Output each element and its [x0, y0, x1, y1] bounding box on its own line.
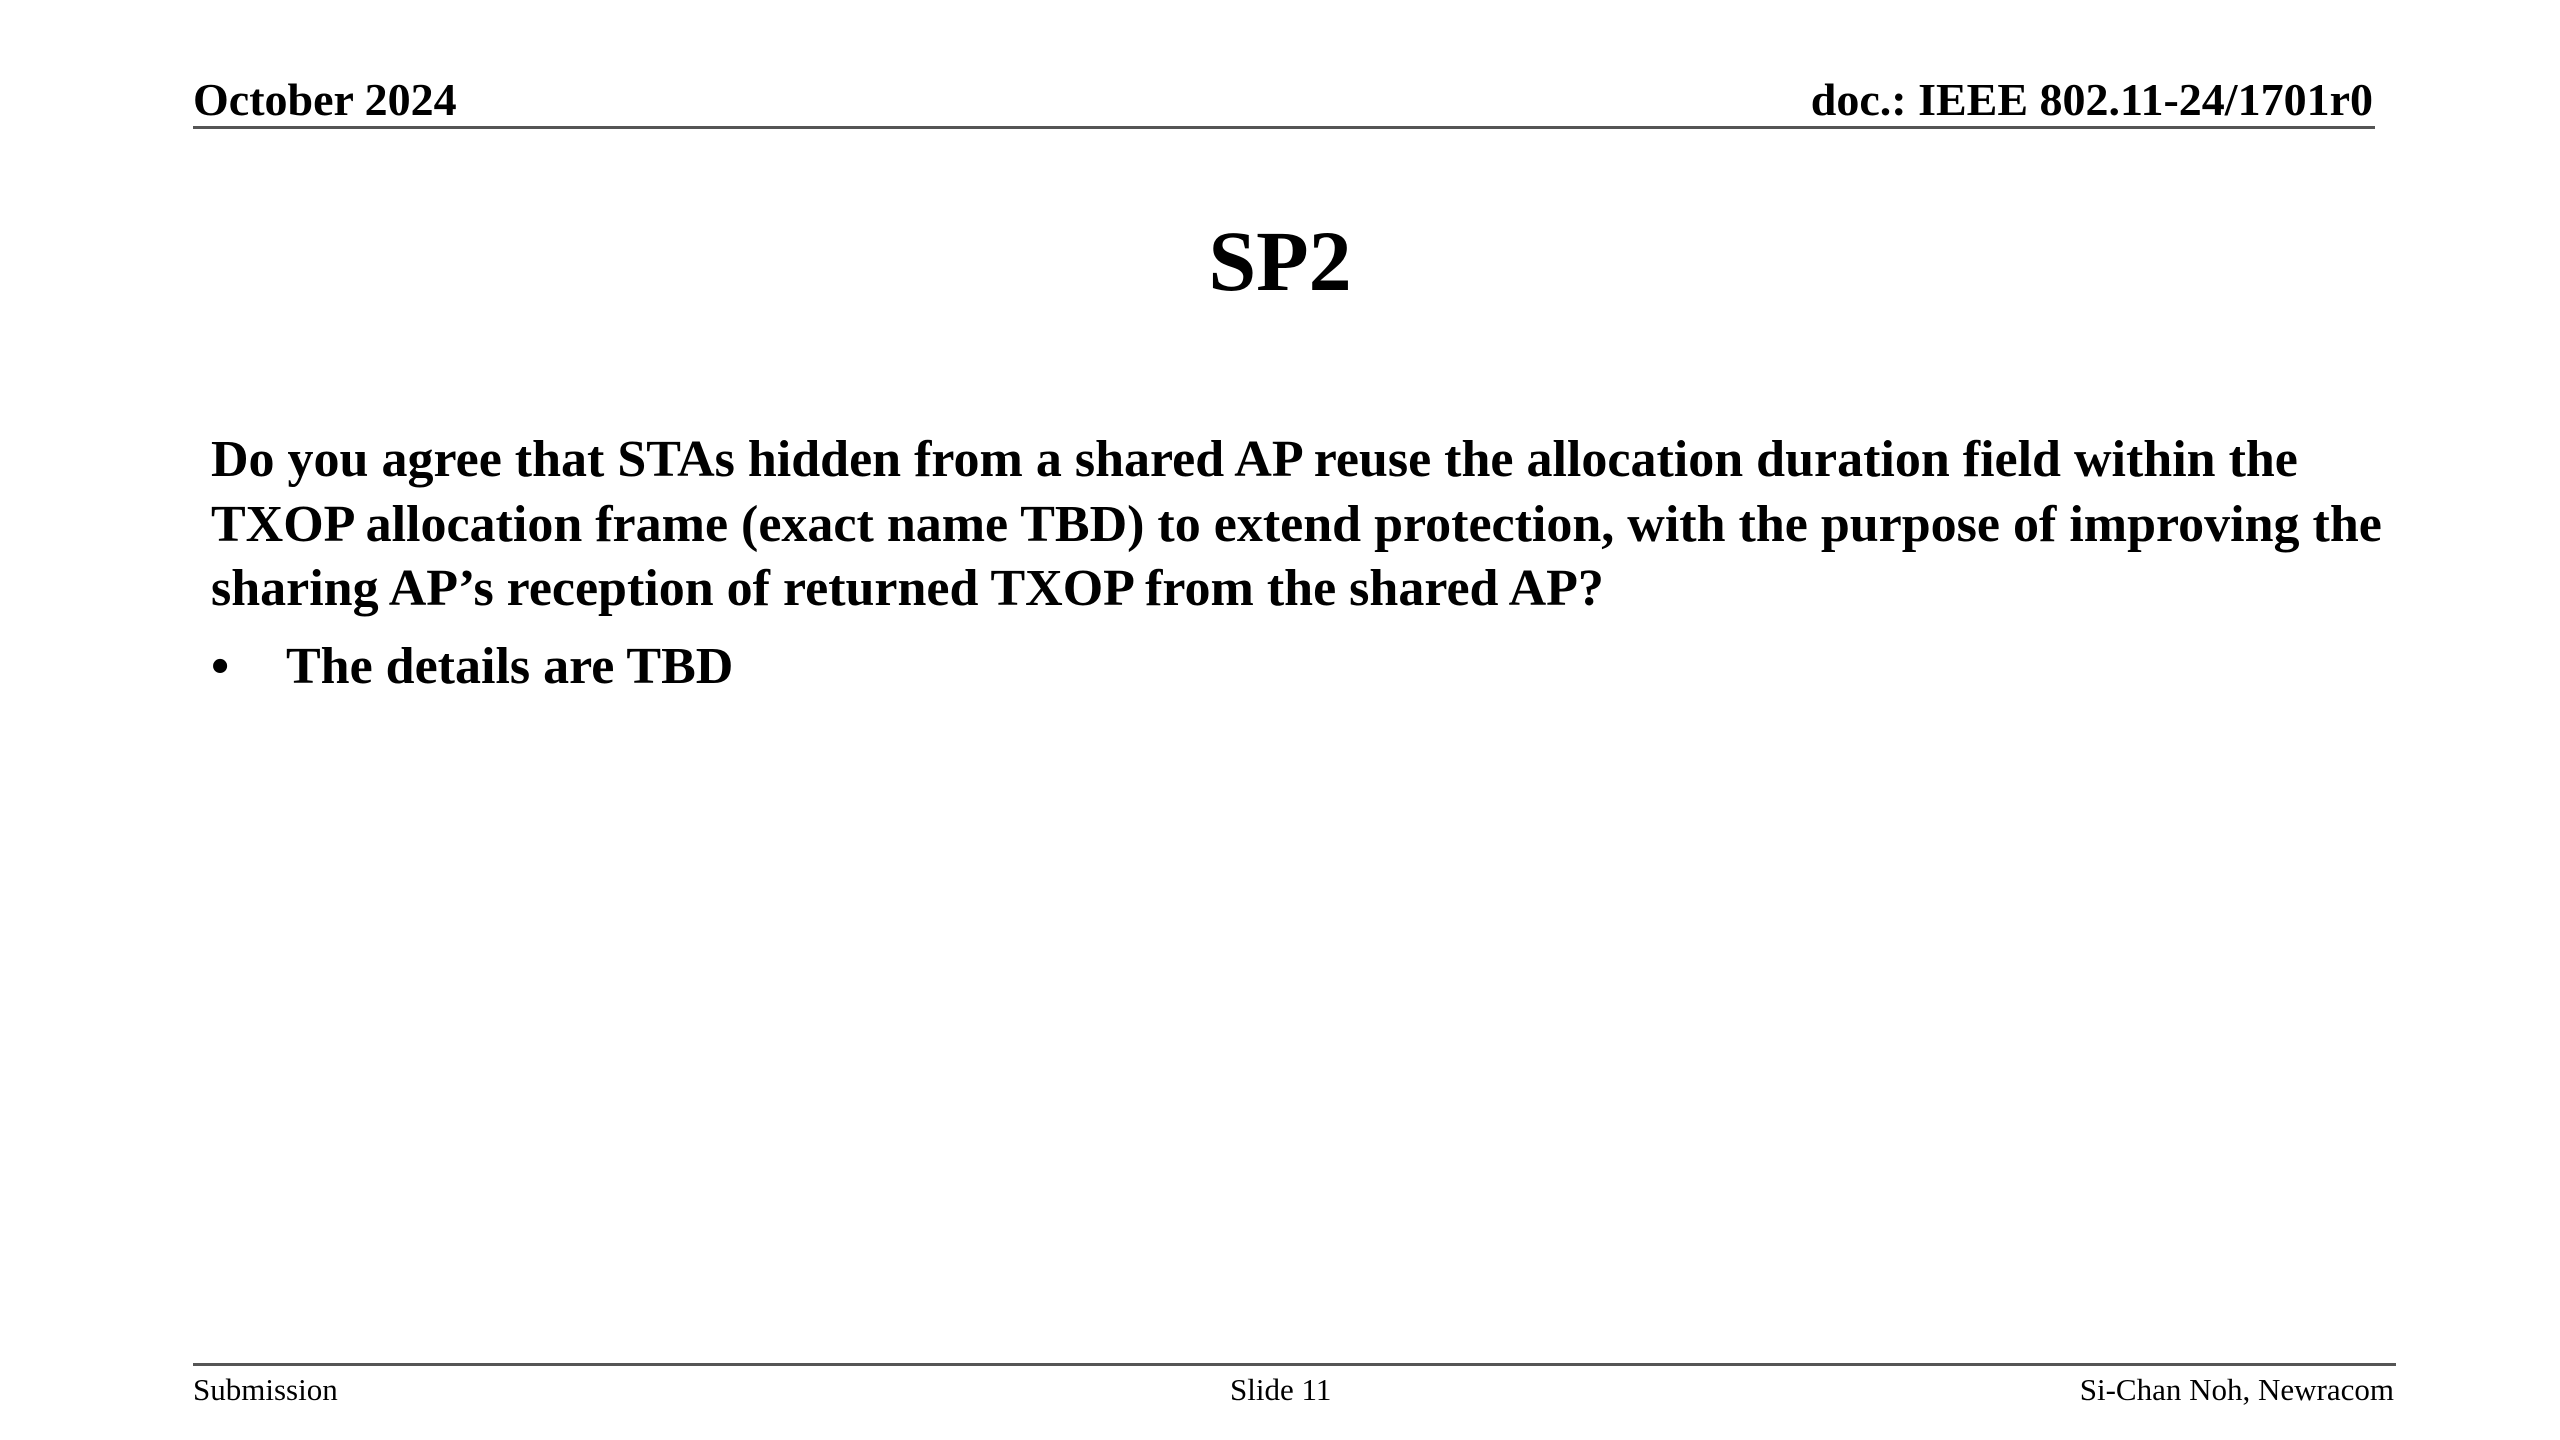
footer-divider	[193, 1363, 2396, 1366]
bullet-marker: •	[211, 638, 230, 695]
footer-slide-number: Slide 11	[1230, 1372, 1332, 1407]
header-date: October 2024	[193, 74, 457, 125]
header-divider	[193, 126, 2375, 129]
straw-poll-question: Do you agree that STAs hidden from a shared AP reuse the allocation duration field within the TXOP allocation frame (exact name TBD) to extend protection, with the purpose of improving the sharing AP’s reception of returned TXOP from the shared AP?	[211, 431, 2382, 617]
slide-title: SP2	[1208, 213, 1352, 309]
header-doc-id: doc.: IEEE 802.11-24/1701r0	[1810, 74, 2373, 125]
bullet-text: The details are TBD	[286, 638, 734, 695]
bullet-item	[211, 635, 733, 699]
footer-author: Si-Chan Noh, Newracom	[2079, 1372, 2394, 1407]
footer-submission: Submission	[193, 1372, 338, 1407]
